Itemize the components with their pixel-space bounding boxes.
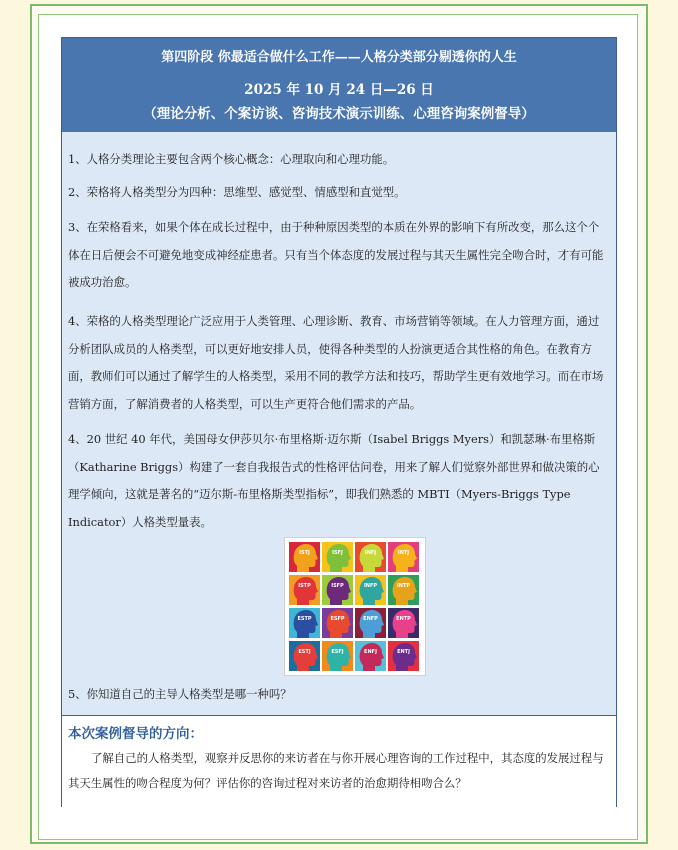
head-silhouette-icon [322,542,353,572]
mbti-tile-enfj [355,641,386,671]
mbti-tile-label: ESFJ [331,649,344,655]
supervision-direction [62,715,616,807]
mbti-tile-label: INFP [363,583,378,589]
paragraph-3: 3、在荣格看来，如果个体在成长过程中，由于种种原因类型的本质在外界的影响下有所改变，那么这个个体在日后便会不可避免地变成神经症患者。只有当个体态度的发展过程与其天生属性完全吻合时，才有可能被成功治愈。 [68,220,604,289]
head-silhouette-icon [388,542,419,572]
head-silhouette-icon [388,608,419,638]
paragraph-4: 4、荣格的人格类型理论广泛应用于人类管理、心理诊断、教育、市场营销等领域。在人力管理方面，通过分析团队成员的人格类型，可以更好地安排人员，使得各种类型的人扮演更适合其性格的角色。在教育方面，教师们可以通过了解学生的人格类型，采用不同的教学方法和技巧，帮助学生更有效地学习。而在市场营销方面，了解消费者的人格类型，可以生产更符合他们需求的产品。 [68,314,604,411]
mbti-tile-intp [388,575,419,605]
mbti-tile-label: ENFJ [364,649,377,655]
head-silhouette-icon [388,575,419,605]
mbti-tile-label: INTJ [397,550,410,556]
content-card [61,37,617,807]
head-silhouette-icon [388,641,419,671]
mbti-tile-label: INFJ [364,550,377,556]
mbti-tile-label: ESTP [297,616,312,622]
mbti-tile-enfp [355,608,386,638]
head-silhouette-icon [289,542,320,572]
stage-date: 2025 年 10 月 24 日—26 日 [244,82,434,98]
mbti-tile-estp [289,608,320,638]
mbti-tile-istp [289,575,320,605]
mbti-tile-label: ESTJ [298,649,311,655]
mbti-tile-esfj [322,641,353,671]
mbti-tile-esfp [322,608,353,638]
mbti-tile-label: ENTJ [397,649,410,655]
mbti-tile-entj [388,641,419,671]
head-silhouette-icon [322,641,353,671]
direction-title: 本次案例督导的方向： [68,726,203,742]
head-silhouette-icon [355,542,386,572]
head-silhouette-icon [355,641,386,671]
mbti-tile-label: ESFP [330,616,345,622]
mbti-tile-label: ENTP [396,616,411,622]
mbti-tile-entp [388,608,419,638]
direction-body: 了解自己的人格类型，观察并反思你的来访者在与你开展心理咨询的工作过程中，其态度的发展过程与其天生属性的吻合程度为何？评估你的咨询过程对来访者的治愈期待相吻合么？ [68,751,604,790]
mbti-tile-label: INTP [396,583,411,589]
mbti-tile-isfj [322,542,353,572]
mbti-tile-estj [289,641,320,671]
head-silhouette-icon [289,641,320,671]
mbti-tile-infj [355,542,386,572]
mbti-illustration [285,538,425,675]
stage-header [62,38,616,132]
paragraph-5: 4、20 世纪 40 年代，美国母女伊莎贝尔·布里格斯·迈尔斯（Isabel Briggs Myers）和凯瑟琳·布里格斯（Katharine Briggs）构建了一套自我报告式的性格评估问卷，用来了解人们觉察外部世界和做决策的心理学倾向，这就是著名的“迈尔斯-布里格斯类型指标”，即我们熟悉的 MBTI（Myers-Briggs Type Indicator）人格类型量表。 [68,432,600,529]
mbti-tile-isfp [322,575,353,605]
mbti-tile-label: ISTJ [299,550,310,556]
mbti-tile-infp [355,575,386,605]
mbti-tile-istj [289,542,320,572]
mbti-tile-label: ISFP [331,583,344,589]
head-silhouette-icon [289,575,320,605]
mbti-tile-intj [388,542,419,572]
head-silhouette-icon [355,608,386,638]
paragraph-6: 5、你知道自己的主导人格类型是哪一种吗？ [68,687,292,701]
head-silhouette-icon [355,575,386,605]
mbti-tile-label: ISTP [298,583,311,589]
stage-subtitle: （理论分析、个案访谈、咨询技术演示训练、心理咨询案例督导） [143,106,535,122]
head-silhouette-icon [322,575,353,605]
head-silhouette-icon [289,608,320,638]
stage-title: 第四阶段 你最适合做什么工作——人格分类部分剔透你的人生 [161,50,517,65]
paragraph-2: 2、荣格将人格类型分为四种：思维型、感觉型、情感型和直觉型。 [68,185,406,199]
mbti-tile-label: ISFJ [332,550,343,556]
head-silhouette-icon [322,608,353,638]
paragraph-1: 1、人格分类理论主要包含两个核心概念：心理取向和心理功能。 [68,152,395,166]
mbti-tile-label: ENFP [363,616,378,622]
